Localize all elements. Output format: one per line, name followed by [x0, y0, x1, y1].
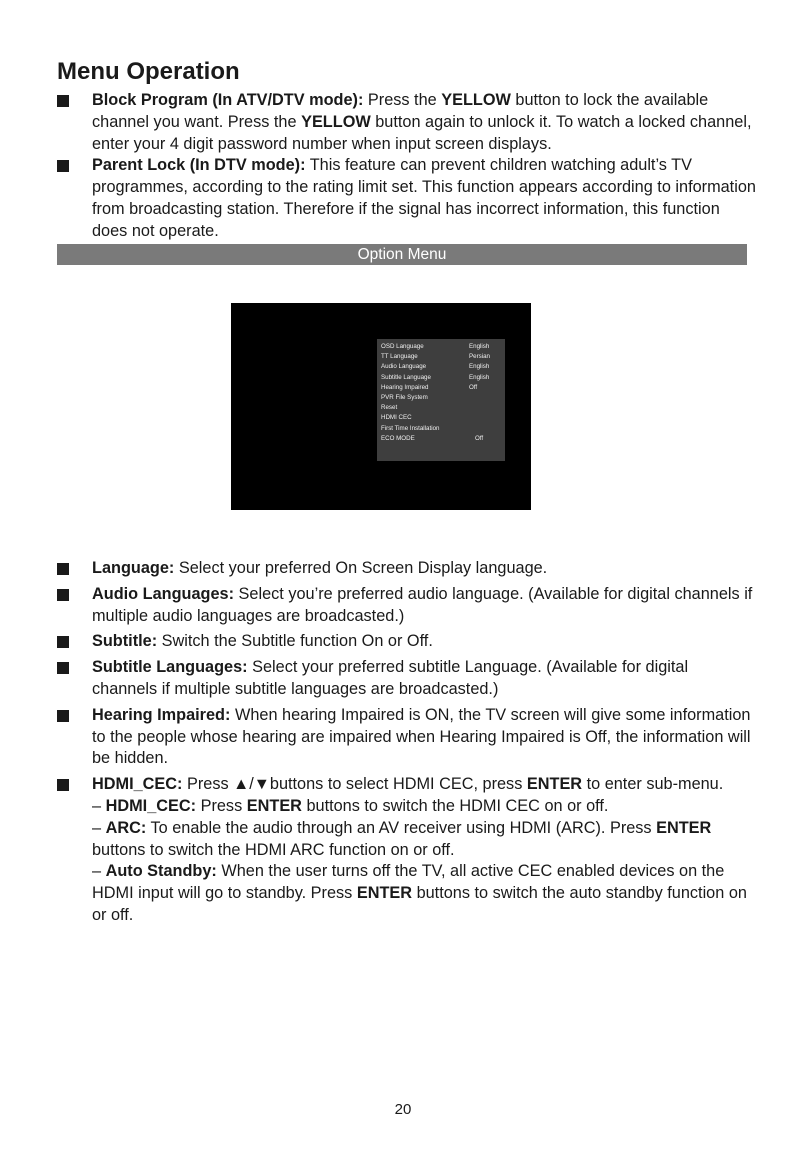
square-bullet-icon — [57, 636, 69, 648]
menu-value: English — [469, 343, 490, 350]
menu-row-hdmi-cec — [377, 413, 505, 423]
square-bullet-icon — [57, 779, 69, 791]
list-item-hdmi-cec — [57, 774, 757, 927]
item-term: Language: — [92, 559, 175, 577]
menu-row-eco-mode — [377, 434, 505, 444]
sub-item-hdmi-cec — [92, 796, 757, 818]
item-term: Block Program (In ATV/DTV mode): — [92, 91, 364, 109]
item-term: Hearing Impaired: — [92, 705, 231, 724]
sub-item-arc — [92, 818, 757, 862]
item-text: Press the — [367, 91, 437, 109]
menu-label: PVR File System — [381, 393, 428, 401]
menu-row-audio-language — [377, 362, 505, 372]
menu-row-subtitle-language — [377, 373, 505, 383]
option-menu-panel — [377, 339, 505, 461]
sub-term: Auto Standby: — [105, 862, 217, 881]
item-text: Switch the Subtitle function On or Off. — [161, 632, 433, 651]
section-banner: Option Menu — [57, 244, 747, 265]
page-title: Menu Operation — [57, 58, 240, 85]
page-number: 20 — [394, 1101, 412, 1118]
list-item-block-program — [57, 90, 757, 155]
square-bullet-icon — [57, 563, 69, 575]
item-text: button again to unlock it. To watch a locked channel, enter your 4 digit password number when input screen displays. — [92, 112, 752, 153]
square-bullet-icon — [57, 589, 69, 601]
list-item-subtitle-languages — [57, 657, 757, 701]
keyword-enter: ENTER — [356, 884, 413, 903]
option-items-list — [57, 558, 757, 931]
dash: – — [92, 818, 102, 837]
menu-row-tt-language — [377, 352, 505, 362]
list-item-audio-languages — [57, 584, 757, 628]
sub-item-auto-standby — [92, 861, 757, 926]
item-text: Select your preferred On Screen Display language. — [178, 559, 548, 577]
square-bullet-icon — [57, 710, 69, 722]
item-text: button to lock the available channel you want. Press the — [92, 91, 709, 131]
item-text: This feature can prevent children watching adult’s TV programmes, according to the rating limit set. This function appears according to information from broadcasting station. Therefore if the signal has incorrect information, this function does not operate. — [92, 156, 756, 240]
tv-screen-screenshot — [231, 303, 531, 510]
sub-text: buttons to switch the HDMI ARC function on or off. — [92, 840, 455, 859]
menu-value: Persian — [469, 353, 490, 361]
menu-row-pvr-file-system — [377, 393, 505, 403]
menu-label: Subtitle Language — [381, 373, 431, 381]
list-item-hearing-impaired — [57, 705, 757, 770]
menu-label: Hearing Impaired — [381, 383, 429, 391]
dash: – — [92, 796, 102, 815]
keyword-enter: ENTER — [526, 775, 583, 794]
menu-row-osd-language — [377, 342, 505, 352]
menu-value: English — [469, 363, 490, 371]
list-item-subtitle — [57, 631, 757, 653]
menu-row-first-time-installation — [377, 424, 505, 434]
item-term: Subtitle: — [92, 632, 158, 651]
sub-text: buttons to switch the HDMI CEC on or off. — [306, 796, 609, 815]
keyword-yellow: YELLOW — [441, 91, 511, 109]
menu-label: Audio Language — [381, 363, 427, 371]
item-text: When hearing Impaired is ON, the TV screen will give some information to the people whose hearing are impaired when Hearing Impaired is Off, the information will be hidden. — [92, 705, 751, 768]
item-term: Parent Lock (In DTV mode): — [92, 156, 306, 175]
list-item-language — [57, 558, 757, 580]
item-term: Subtitle Languages: — [92, 658, 248, 677]
menu-label: TT Language — [381, 353, 418, 361]
square-bullet-icon — [57, 95, 69, 107]
sub-text: When the user turns off the TV, all active CEC enabled devices on the HDMI input will go to standby. Press — [92, 862, 725, 903]
menu-label: First Time Installation — [381, 424, 440, 432]
menu-label: Reset — [381, 404, 398, 412]
item-text: Select you’re preferred audio language. (Available for digital channels if multiple audio languages are broadcasted.) — [92, 584, 753, 625]
square-bullet-icon — [57, 160, 69, 172]
dash: – — [92, 862, 102, 881]
menu-label: HDMI CEC — [381, 414, 412, 422]
keyword-enter: ENTER — [246, 796, 302, 815]
intro-list — [57, 90, 757, 243]
menu-label: ECO MODE — [381, 434, 415, 442]
item-term: HDMI_CEC: — [92, 775, 183, 794]
sub-term: ARC: — [105, 818, 147, 837]
item-text: to enter sub-menu. — [586, 775, 724, 794]
menu-value: Off — [475, 434, 484, 442]
menu-label: OSD Language — [381, 343, 424, 350]
item-text: Press ▲/▼buttons to select HDMI CEC, press — [187, 775, 523, 794]
list-item-parent-lock — [57, 155, 757, 242]
menu-row-hearing-impaired — [377, 383, 505, 393]
sub-text: Press — [200, 796, 243, 815]
keyword-yellow: YELLOW — [301, 112, 371, 131]
menu-row-reset — [377, 403, 505, 413]
sub-term: HDMI_CEC: — [105, 796, 197, 815]
sub-text: To enable the audio through an AV receiver using HDMI (ARC). Press — [150, 818, 652, 837]
menu-value: English — [469, 373, 490, 381]
sub-text: buttons to switch the auto standby function on or off. — [92, 884, 747, 924]
menu-value: Off — [469, 383, 478, 391]
item-term: Audio Languages: — [92, 584, 235, 603]
item-text: Select your preferred subtitle Language. (Available for digital channels if multiple subtitle languages are broadcasted.) — [92, 658, 689, 698]
square-bullet-icon — [57, 662, 69, 674]
keyword-enter: ENTER — [656, 818, 712, 837]
